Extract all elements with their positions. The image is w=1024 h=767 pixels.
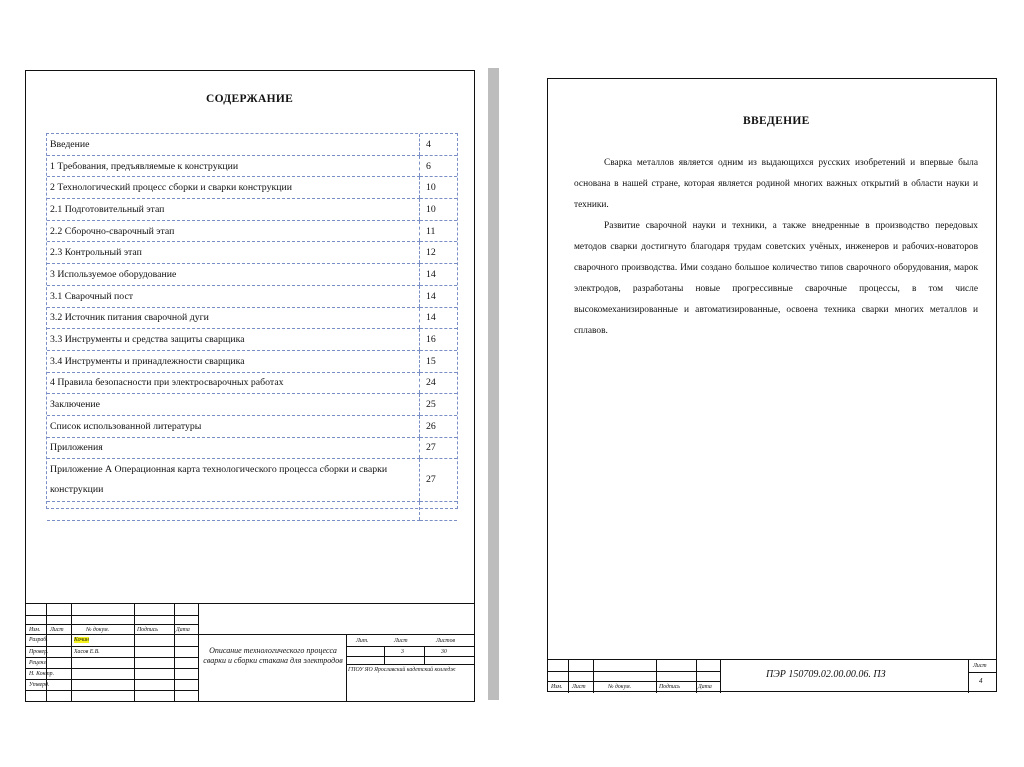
toc-entry-page: 15 — [420, 350, 458, 372]
toc-table — [47, 134, 457, 521]
checker-name: Хасов Е.В. — [74, 649, 100, 655]
title-block — [26, 603, 474, 701]
col-izm: Изм. — [29, 627, 41, 633]
col-date: Дата — [176, 627, 190, 633]
sheet-label: Лист — [394, 638, 408, 644]
sheets-label: Листов — [436, 638, 455, 644]
toc-table-frame — [46, 133, 458, 509]
toc-title: СОДЕРЖАНИЕ — [206, 93, 294, 105]
toc-entry-label: Список использованной литературы — [47, 415, 420, 437]
toc-entry-label: 4 Правила безопасности при электросварочных работах — [47, 372, 420, 394]
toc-entry-label: 3.1 Сварочный пост — [47, 285, 420, 307]
toc-entry-page: 10 — [420, 177, 458, 199]
toc-row — [47, 329, 457, 351]
toc-entry-label: Приложения — [47, 437, 420, 459]
toc-entry-label: 3 Используемое оборудование — [47, 264, 420, 286]
title-block-short — [548, 659, 996, 692]
page-table-of-contents — [25, 70, 475, 702]
toc-row — [47, 437, 457, 459]
toc-row — [47, 199, 457, 221]
role-checker: Провер. — [29, 649, 49, 655]
intro-paragraph: Развитие сварочной науки и техники, а также внедренные в производство передовых методов сварки достигнуто благодаря трудам советских учёных, инженеров и рабочих-новаторов сварочного производства. Ими создано большое количество типов сварочного оборудования, марок электродов, разработаны новые прогрессивные сварочные процессы, в том числе высокомеханизированные и автоматизированные, освоена техника сварки многих металлов и сплавов. — [574, 221, 978, 336]
toc-entry-label: Введение — [47, 134, 420, 155]
toc-entry-page: 16 — [420, 329, 458, 351]
intro-body — [574, 153, 978, 342]
col-izm: Изм. — [551, 684, 563, 690]
toc-entry-page: 14 — [420, 264, 458, 286]
toc-row — [47, 350, 457, 372]
toc-entry-page: 11 — [420, 220, 458, 242]
col-list: Лист — [572, 684, 586, 690]
sheet-number: 4 — [979, 677, 983, 685]
intro-title: ВВЕДЕНИЕ — [743, 115, 810, 127]
toc-entry-page: 27 — [420, 437, 458, 459]
toc-entry-label: 3.4 Инструменты и принадлежности сварщика — [47, 350, 420, 372]
col-list: Лист — [50, 627, 64, 633]
document-code: ПЭР 150709.02.00.00.06. ПЗ — [766, 669, 886, 680]
toc-row — [47, 220, 457, 242]
role-reviewer: Реценз. — [29, 660, 48, 666]
toc-entry-label: 2 Технологический процесс сборки и сварки конструкции — [47, 177, 420, 199]
toc-row — [47, 285, 457, 307]
intro-paragraph: Сварка металлов является одним из выдающихся русских изобретений и впервые была основана в нашей стране, которая является родиной многих важных открытий в области науки и техники. — [574, 158, 978, 210]
toc-entry-label: 1 Требования, предъявляемые к конструкции — [47, 155, 420, 177]
toc-entry-page: 24 — [420, 372, 458, 394]
developer-name: Кочин — [74, 637, 89, 643]
organization: ГПОУ ЯО Ярославский кадетский колледж — [348, 667, 456, 673]
toc-entry-page: 27 — [420, 459, 458, 502]
role-developer: Разраб. — [29, 637, 48, 643]
col-sign: Подпись — [137, 627, 158, 633]
sheet-label: Лист — [973, 663, 987, 669]
toc-entry-page: 6 — [420, 155, 458, 177]
toc-row — [47, 242, 457, 264]
role-approver: Утверд. — [29, 682, 50, 688]
toc-entry-label: 2.3 Контрольный этап — [47, 242, 420, 264]
toc-entry-label: Приложение А Операционная карта технологического процесса сборки и сварки конструкции — [47, 459, 420, 502]
toc-entry-page: 10 — [420, 199, 458, 221]
toc-entry-page: 12 — [420, 242, 458, 264]
toc-entry-page: 14 — [420, 285, 458, 307]
toc-row — [47, 307, 457, 329]
toc-row — [47, 264, 457, 286]
lit-label: Лит. — [356, 638, 369, 644]
col-docnum: № докум. — [86, 627, 110, 633]
sheet-value: 3 — [401, 649, 404, 655]
role-norm-control: Н. Контр. — [29, 671, 55, 677]
pane-divider[interactable] — [488, 68, 499, 700]
page-introduction — [547, 78, 997, 692]
sheets-value: 30 — [441, 649, 447, 655]
toc-row — [47, 394, 457, 416]
toc-entry-page: 25 — [420, 394, 458, 416]
col-docnum: № докум. — [608, 684, 632, 690]
toc-entry-label: 2.1 Подготовительный этап — [47, 199, 420, 221]
toc-row — [47, 459, 457, 502]
toc-entry-label: 3.2 Источник питания сварочной дуги — [47, 307, 420, 329]
col-date: Дата — [698, 684, 712, 690]
toc-row — [47, 415, 457, 437]
toc-entry-label: 3.3 Инструменты и средства защиты сварщика — [47, 329, 420, 351]
document-title: Описание технологического процесса сварки и сборки стакана для электродов — [203, 646, 343, 665]
toc-entry-label: Заключение — [47, 394, 420, 416]
col-sign: Подпись — [659, 684, 680, 690]
toc-row — [47, 155, 457, 177]
toc-entry-page: 14 — [420, 307, 458, 329]
toc-row — [47, 177, 457, 199]
toc-entry-page: 4 — [420, 134, 458, 155]
toc-entry-page: 26 — [420, 415, 458, 437]
toc-row — [47, 372, 457, 394]
toc-row — [47, 134, 457, 155]
toc-entry-label: 2.2 Сборочно-сварочный этап — [47, 220, 420, 242]
